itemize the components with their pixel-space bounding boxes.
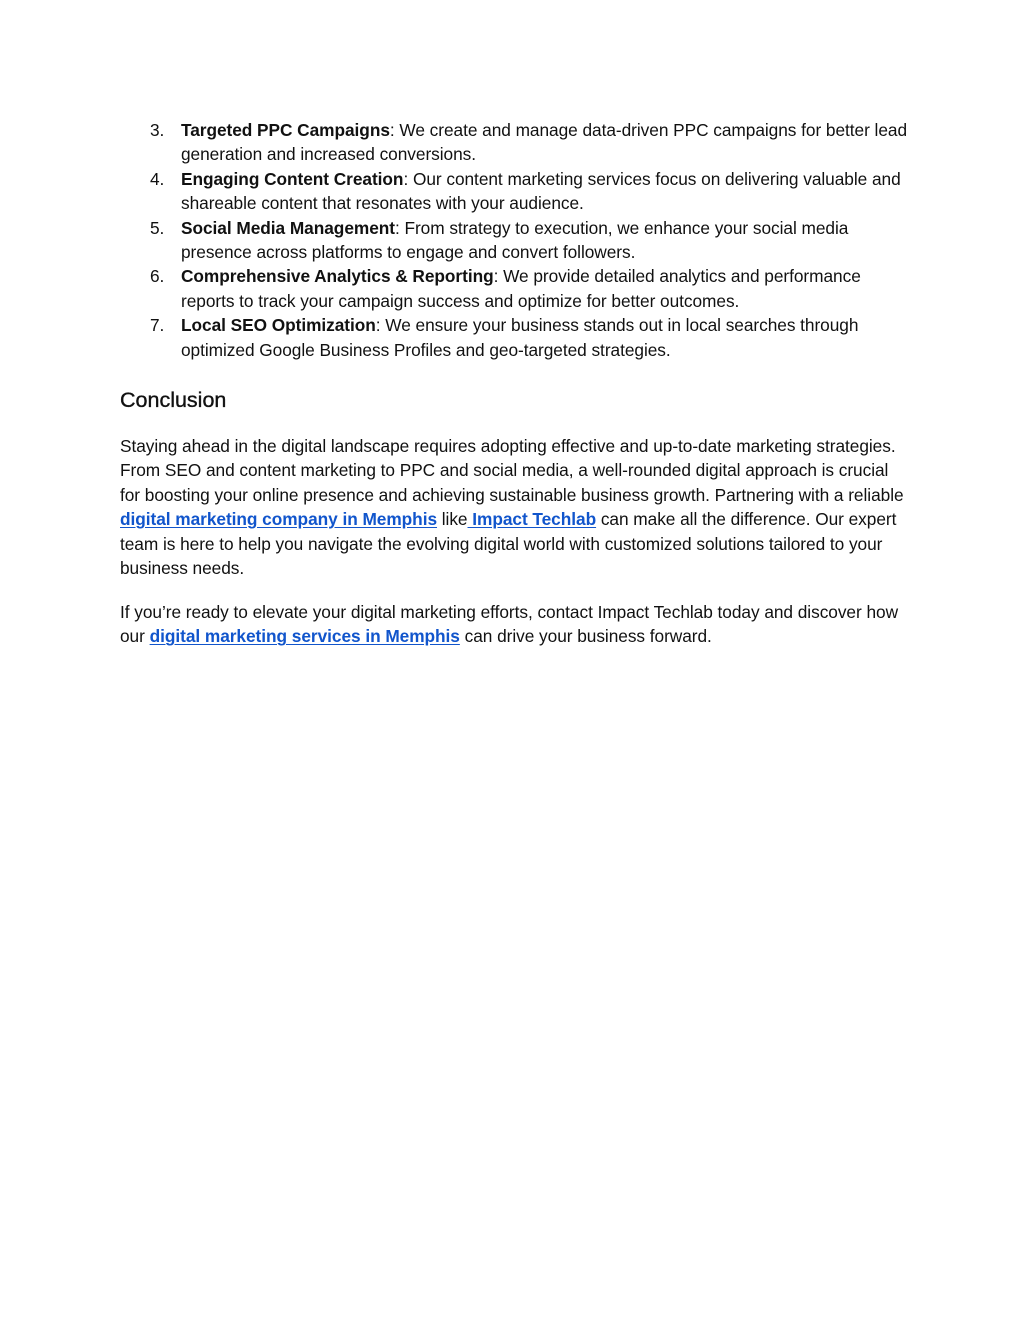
list-item-title: Targeted PPC Campaigns	[181, 120, 390, 140]
list-item-title: Comprehensive Analytics & Reporting	[181, 266, 494, 287]
paragraph-text: If you’re ready to elevate your digital marketing efforts, contact Impact Techlab today and discover how our	[120, 602, 899, 647]
list-item	[120, 118, 910, 167]
cta-paragraph	[120, 600, 910, 649]
conclusion-paragraph	[120, 434, 910, 580]
list-item-text: : Our content marketing services focus on delivering valuable and shareable content that resonates with your audience.	[181, 168, 901, 214]
paragraph-text: can drive your business forward.	[459, 626, 712, 647]
list-item	[120, 167, 910, 216]
list-number: 7.	[150, 315, 165, 336]
paragraph-text: Staying ahead in the digital landscape requires adopting effective and up-to-date marketing strategies. From SEO and content marketing to PPC and social media, a well-rounded digital approach is crucial for boosting your online presence and achieving sustainable business growth. Partnering with a reliable	[120, 436, 904, 505]
conclusion-heading: Conclusion	[120, 388, 227, 412]
digital-marketing-company-link[interactable]: digital marketing company in Memphis	[120, 509, 438, 530]
list-item-text: : From strategy to execution, we enhance your social media presence across platforms to engage and convert followers.	[181, 217, 849, 263]
list-item	[120, 216, 910, 265]
list-item-text: : We ensure your business stands out in local searches through optimized Google Business Profiles and geo-targeted strategies.	[181, 315, 859, 360]
list-number: 5.	[150, 217, 165, 238]
list-number: 4.	[150, 168, 165, 189]
list-item	[120, 313, 910, 362]
paragraph-text: can make all the difference. Our expert team is here to help you navigate the evolving digital world with customized solutions tailored to your business needs.	[120, 509, 897, 579]
digital-marketing-services-link[interactable]: digital marketing services in Memphis	[149, 626, 460, 647]
list-item-title: Engaging Content Creation	[181, 168, 404, 189]
paragraph-text: like	[437, 509, 468, 530]
list-item-title: Social Media Management	[181, 217, 395, 238]
list-item-text: : We provide detailed analytics and performance reports to track your campaign success and optimize for better outcomes.	[181, 266, 861, 311]
list-item-title: Local SEO Optimization	[181, 315, 376, 336]
list-item	[120, 264, 910, 313]
list-number: 3.	[150, 120, 165, 140]
impact-techlab-link[interactable]: Impact Techlab	[467, 509, 597, 530]
list-number: 6.	[150, 266, 165, 287]
list-item-text: : We create and manage data-driven PPC campaigns for better lead generation and increased conversions.	[181, 120, 908, 165]
services-list	[120, 118, 910, 362]
